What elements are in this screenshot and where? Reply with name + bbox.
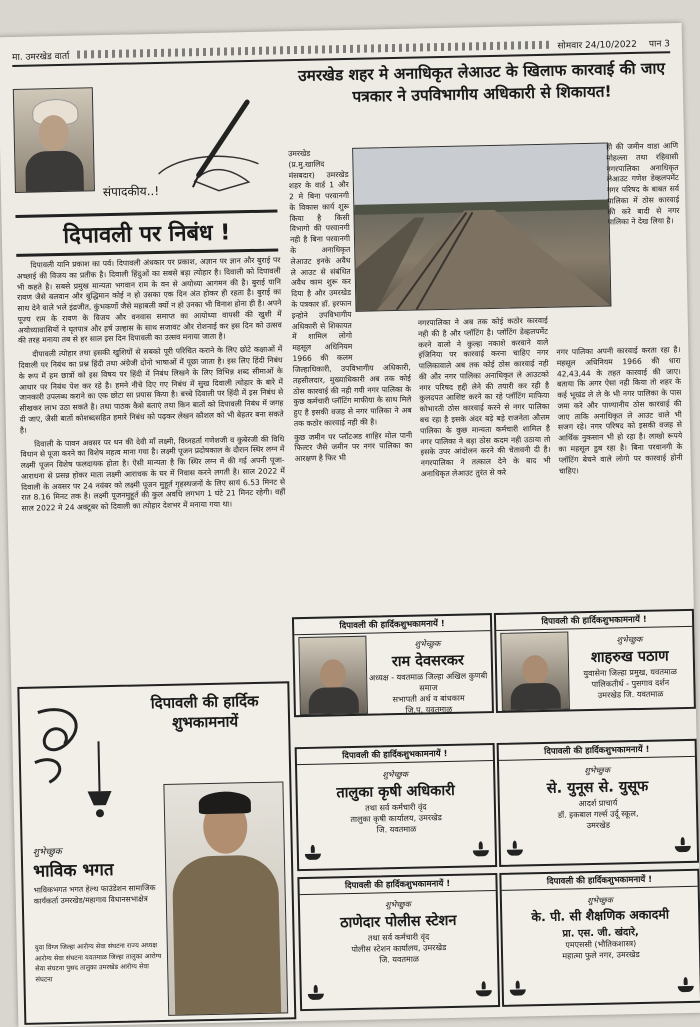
big-ad-name: भाविक भगत <box>32 860 114 882</box>
ad-greeting: दिपावली की हार्दिकशुभकामनायें ! <box>499 741 695 761</box>
ad-photo <box>298 636 368 715</box>
ad-greeting: दिपावली की हार्दिकशुभकामनायें ! <box>294 615 490 635</box>
news-text: नगरपालिका ने अब तक कोई कठोर कारवाई नही की है और प्लॉटिंग है। प्लॉटिंग डेव्हलपमेंट करने वालो ने कुल्हा नकाशे करवाने वाले इंजिनिया पर कारवाई करना चाहिए नगर पालिकावाले अब तक कोई ठोस कारवाई नही की और नगर पालिका अनाधिकृत ले आउटको नगर परिषद हद्दी लेने की तयारी कर रही है कुलदपत आशिष्ट करने का रहे प्लॉटिंग माफिया कोभारती ठोस कारवाई करने से नगर पालिका बच रहा है इसके अंदर बड़े बड़े राजनेता औत्तम पालिका के कुछ मान्यता कर्मचारी शामिल है नगर पालिका ने बड़ा ठोस कदम नही उठाया तो इसके उपर आंदोलन करने की चेतावनी दी है। नगरपालिका ने तत्काल देने के बाद भी अनाधिकृत लेआउट तुरंत से करे <box>417 315 551 479</box>
ad-line: तथा सर्व कर्मचारी वृंद <box>365 802 427 813</box>
news-text: कुछ जमीन पर प्लॉटअड शाहिर मोल पानी फिल्टर जैसे जमीन पर नगर पालिका का आरक्षण है फिर भी <box>294 430 413 464</box>
ad-name: से. युनूस से. युसूफ <box>546 778 649 797</box>
header-page-number: पान 3 <box>648 38 671 50</box>
diya-icon <box>308 985 324 1003</box>
ad-line: डॉ. इकबाल गर्ल्स उर्दू स्कूल, <box>557 809 639 820</box>
ad-line: युवासेना जिल्हा प्रमुख, यवतमाळ <box>583 667 677 679</box>
essay-paragraph: दीपावली त्योहार तथा इसकी खुशियों से सबको पूरी परिचित कराने के लिए छोटे कक्षाओं में दिवाली पर निबंध का प्रश्न हिंदी तथा अंग्रेजी दोनो भाषाओं में पूछा जाता है। इस लिए हिंदी निबंध के रूप में हम छात्रों को इस विषय पर हिंदी में निबंध लिखने के लिए विभिन्न शब्द सीमाओं के आधार पर निबंध पेश कर रहे है। हमने नीचे दिए गए निबंध में सुख दिवाली त्योहार के बारे में जानकारी उपलब्ध कराने का एक छोटा सा प्रयास किया है। बच्चे दिवाली पर हिंदी में इस निबंध से सीखकर लाभ उठा सकते है। तथा पाठक कैसे बताएं तथा किन बातों को दिपावली निबंध में जगह दी जाए, जैसी बातों कोशब्दसहित हमारे निबंध को पढ़कर लेखन कौशल को भी बेहतर बना सकते है। <box>18 344 284 435</box>
ad-wisher-label: शुभेच्छुक <box>382 769 409 780</box>
editorial-label: संपादकीय..! <box>102 183 160 200</box>
greeting-ad <box>295 743 498 871</box>
ad-line: जि. यवतमाळ <box>376 824 417 835</box>
ad-greeting: दिपावली की हार्दिकशुभकामनायें ! <box>501 871 697 891</box>
ad-line: उमरखेड जि. यवतमाळ <box>597 689 664 700</box>
ad-line: तालुका कृषी कार्यालय, उमरखेड <box>350 813 443 825</box>
diya-icon <box>675 837 691 855</box>
ad-name: तालुका कृषी अधिकारी <box>336 782 455 802</box>
ad-line: तथा सर्व कर्मचारी वृंद <box>367 932 430 943</box>
diya-icon <box>510 980 526 998</box>
greeting-ad <box>494 609 696 713</box>
news-column-2 <box>418 316 554 609</box>
essay-paragraph: दिपावली यानि प्रकाश का पर्व। दिपावली अंधकार पर प्रकाश, अज्ञान पर ज्ञान और बुराई पर अच्छाई की विजय का प्रतीक है। दिवाली हिंदुओं का सबसे बड़ा त्योहार है। दिवाली को दिपावली भी कहते है। सबसे प्रमुख मान्यता भगवान राम के वन से अयोध्या आगमन की है। बुराई यानि रावण जैसे बलवान और बुद्धिमान कोई न हो उसका एक दिन अंत होकर ही रहता है। बुराई का साथ देने वाले भले इंद्रजीत, कुंभकर्णो जैसे महाबली क्यों न हो उनका भी विनाश होना ही है। अपने पूज्य राम के रावण के विजय और वनवास समाप्त का आयोध्या वापसी की खुशी में अयोध्यावासियों ने घृतपात्र और हर्ष उल्हास के साथ सजावट और रोशनाई कर इस दिन को उत्सव की तरह मनाया तब से हर साल इस दिन दिपावली का उत्सव मनाया जाता है। <box>16 255 282 346</box>
ad-name: राम देवसरकर <box>391 652 465 671</box>
ad-name: ठाणेदार पोलीस स्टेशन <box>339 912 457 932</box>
ad-wisher-label: शुभेच्छुक <box>384 899 411 910</box>
ad-name: शाहरुख पठाण <box>590 648 669 666</box>
ad-greeting: दिपावली की हार्दिकशुभकामनायें ! <box>299 875 495 895</box>
ad-line: प्रा. एस. जी. खंदारे, <box>562 927 639 940</box>
essay-paragraph: दिवाली के पावन अवसर पर धन की देवी माँ लक्ष्मी, विघ्नहर्ता गणेशजी व कुबेरजी की विधि विधान से पूजा करने का विशेष महत्व माना गया है। लक्ष्मी पूजन प्रदोषकाल के दौरान स्थिर लग्न में लक्ष्मी पूजन विशेष फलदायक होता है। ऐसी मान्यता है कि स्थिर लग्न में की गई अपनी पूजा-आराधना से प्रसन्न होकर माता लक्ष्मी आराधक के घर में निवास करने लगती है। साल 2022 में दिवाली के अवसर पर 24 नवंबर को लक्ष्मी पूजन मुहूर्त गृहस्थजनों के लिए सायं 6.53 मिनट से रात 8.16 मिनट तक है। लक्ष्मी पूजनमुहूर्त की कुल अवधि लगभग 1 घंटे 21 मिनट रहेगी। वहीं साल 2022 मे 24 अक्टूबर को दिवाली का त्योहार देशभर में मनाया गया था। <box>20 433 286 514</box>
ad-wisher-label: शुभेच्छुक <box>584 765 611 776</box>
big-ad-greeting: दिपावली की हार्दिक शुभकामनायें <box>150 691 259 732</box>
greeting-ad <box>499 869 700 1007</box>
diya-icon <box>507 840 523 858</box>
diya-icon <box>473 841 489 859</box>
ad-wisher-label: शुभेच्छुक <box>616 634 643 645</box>
news-text: उमरखेड (प्र.मु.खालिद मंसबदार) उमरखेड शहर के वार्ड 1 और 2 मे बिना परवानगी के विकास कार्य शुरू किया है किसी विभागो की परवानगी नही है बिना परवानगी के अनाधिकृत लेआउट इनके अवैध ले आउट से संबंधित अवैध काम शुरू कर दिया है और उमरखेड के पत्रकार डॉ. इरफान इन्होने उपविभागीय अधिकारी से शिकायत में शामिल लोगो महसूल अधिनियम 1966 की कलम <box>288 148 353 364</box>
ad-greeting: दिपावली की हार्दिकशुभकामनायें ! <box>297 745 493 765</box>
essay-title: दिपावली पर निबंध ! <box>15 209 278 256</box>
news-column-1 <box>293 363 416 611</box>
big-ad-footer: युवा विंग्ज जिल्हा आरोग्य सेवा संघटना राज्य अध्यक्ष आरोग्य सेवा संघटना यवतमाळ जिल्हा तालुका आरोग्य सेवा संघटना पुसद तालुका उमरखेड आरोग्य सेवा संघटना <box>34 941 162 984</box>
diya-icon <box>305 845 321 863</box>
ad-line: उमरखेड <box>586 820 611 831</box>
ad-line: सभापती अर्थ व बांधकाम <box>392 693 465 705</box>
ad-line: जि.प. यवतमाळ <box>405 704 453 715</box>
ornament-icon <box>28 701 131 833</box>
big-ad-photo <box>163 781 288 1015</box>
ad-photo <box>500 631 570 710</box>
big-ad-wisher-label: शुभेच्छुक <box>32 847 62 858</box>
ad-wisher-label: शुभेच्छुक <box>414 639 441 649</box>
essay-body <box>16 255 285 517</box>
ad-line: जि. यवतमाळ <box>379 954 420 965</box>
ad-line: अध्यक्ष - यवतमाळ जिल्हा अखिल कुणबी समाज <box>369 671 488 693</box>
ad-greeting: दिपावली की हार्दिकशुभकामनायें ! <box>496 611 692 631</box>
header-date: सोमवार 24/10/2022 <box>557 39 638 52</box>
editor-photo <box>13 87 95 193</box>
diya-icon <box>678 977 694 995</box>
ad-line: महात्मा फुले नगर, उमरखेड <box>562 950 640 961</box>
diya-icon <box>476 981 492 999</box>
ad-line: पालिकतीर्थ - पुसगाव दर्शन <box>591 678 670 689</box>
news-text: ही की जमीन वाडा आणि मोहल्ला तथा रहिवासी नगरपालिका अनाधिकृत लेआउट गणेश डेव्हलपमेंट नगर परिषद के बाबत सर्व पालिका में ठोस कारवाई की करे बादी से नगर पालिका ने देख लिया है। <box>606 141 680 228</box>
ad-name: के. पी. सी शैक्षणिक अकादमी <box>531 906 670 925</box>
big-greeting-ad <box>17 681 296 1025</box>
news-photo-layout-road <box>352 143 611 312</box>
newspaper-page <box>0 23 700 1027</box>
ad-wisher-label: शुभेच्छुक <box>586 895 613 906</box>
news-column-3 <box>556 345 685 606</box>
news-column-right-top <box>606 141 682 342</box>
ad-line: आदर्श प्राचार्य <box>578 798 618 809</box>
ad-line: पोलीस स्टेशन कार्यालय, उमरखेड <box>351 943 447 955</box>
greeting-ad <box>292 613 494 717</box>
news-text: नगर पालिका अपनी कारवाई करता रहा है। महसूल अधिनियम 1966 की धारा 42,43,44 के तहत कारवाई की जाए। बताया कि अगर ऐसा नही किया तो शहर के कई भूखंड ले ले के भी नगर पालिका के पास जमा करे और पाण्यानीय ठोस कारवाई की जाए ताकि अनाधिकृत ले आउट वाले भी सजग रहे। नगर परिषद को इसकी वजह से आर्थिक नुकसान भी हो रहा है। लाखो रूपये का महसूल डुब रहा है। बिना परवानगी के प्लॉटिंग बेचने वाले लोगो पर कारवाई होनी चाहिए। <box>556 345 683 476</box>
header-decoration <box>77 41 549 59</box>
greeting-ad <box>497 739 700 867</box>
header-paper-name: मा. उमरखेड वार्ता <box>12 51 70 63</box>
ad-line: एमएससी (भौतिकशास्त्र) <box>565 939 637 950</box>
news-column-left <box>288 148 352 363</box>
greeting-ad <box>297 873 500 1011</box>
news-headline: उमरखेड शहर मे अनाधिकृत लेआउट के खिलाफ कारवाई की जाए पत्रकार ने उपविभागीय अधिकारी से शिकायत! <box>297 59 666 107</box>
big-ad-info: भाविकभगत भगत हेल्थ फाउंडेशन सामाजिक कार्यकर्ता उमरखेड/महागाव विधानसभाक्षेत्र <box>33 883 156 907</box>
news-text: जिल्हाधिकारी, उपविभागीय अधिकारी, तहसीलदार, मुख्याधिकारी अब तक कोई ठोस कारवाई की नही गयी नगर पालिका के कुछ कर्मचारी प्लॉटिंग माफीया के साथ मिले हुए है इसकी वजह से नगर पालिका ने अब तक कठोर कारवाई नही की है। <box>292 362 412 429</box>
